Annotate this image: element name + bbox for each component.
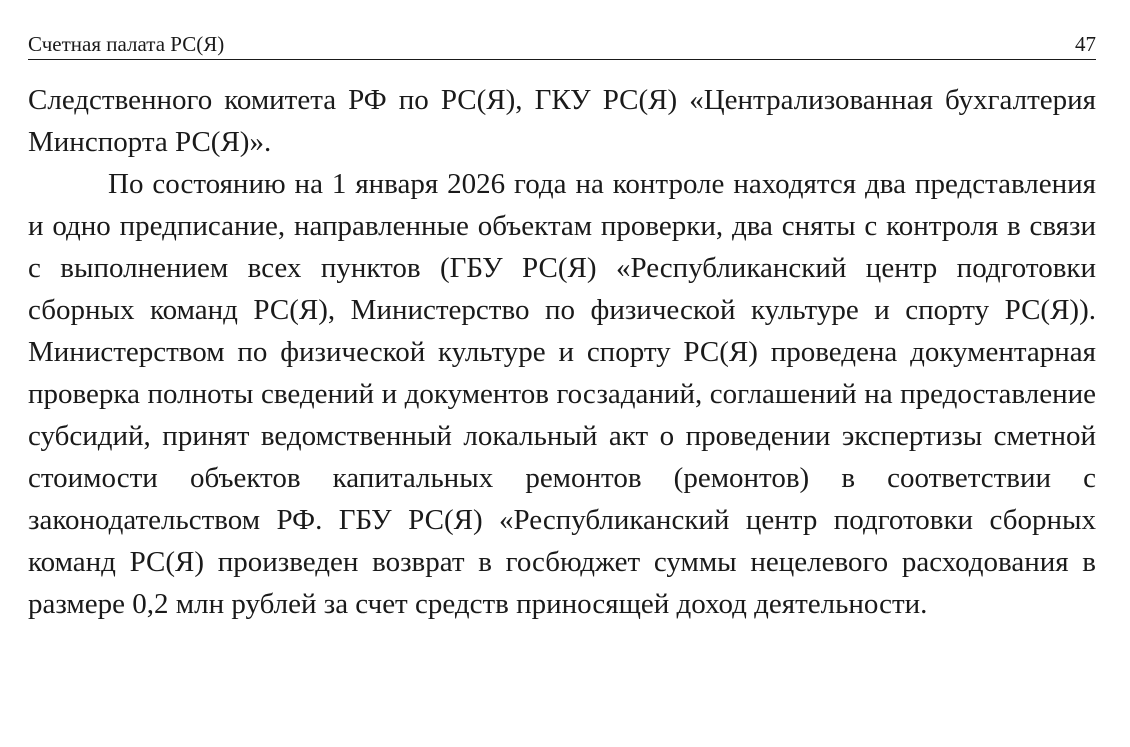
paragraph-status: По состоянию на 1 января 2026 года на контроле находятся два представления и одно предписание, направленные объектам проверки, два сняты с контроля в связи с выполнением всех пунктов (ГБУ РС(Я) «Республиканский центр подготовки сборных команд РС(Я), Министерство по физической культуре и спорту РС(Я)). Министерством по физической культуре и спорту РС(Я) проведена документарная проверка полноты сведений и документов госзаданий, соглашений на предоставление субсидий, принят ведомственный локальный акт о проведении экспертизы сметной стоимости объектов капитальных ремонтов (ремонтов) в соответствии с законодательством РФ. ГБУ РС(Я) «Республиканский центр подготовки сборных команд РС(Я) произведен возврат в госбюджет суммы нецелевого расходования в размере 0,2 млн рублей за счет средств приносящей доход деятельности. xyxy=(28,168,1096,620)
header-title: Счетная палата РС(Я) xyxy=(28,32,225,56)
document-page xyxy=(28,0,1096,625)
paragraph-continuation: Следственного комитета РФ по РС(Я), ГКУ РС(Я) «Централизованная бухгалтерия Минспорта РС(Я)». xyxy=(28,84,1096,158)
document-body xyxy=(28,60,1096,625)
page-number: 47 xyxy=(1075,32,1096,56)
page-header xyxy=(28,0,1096,60)
